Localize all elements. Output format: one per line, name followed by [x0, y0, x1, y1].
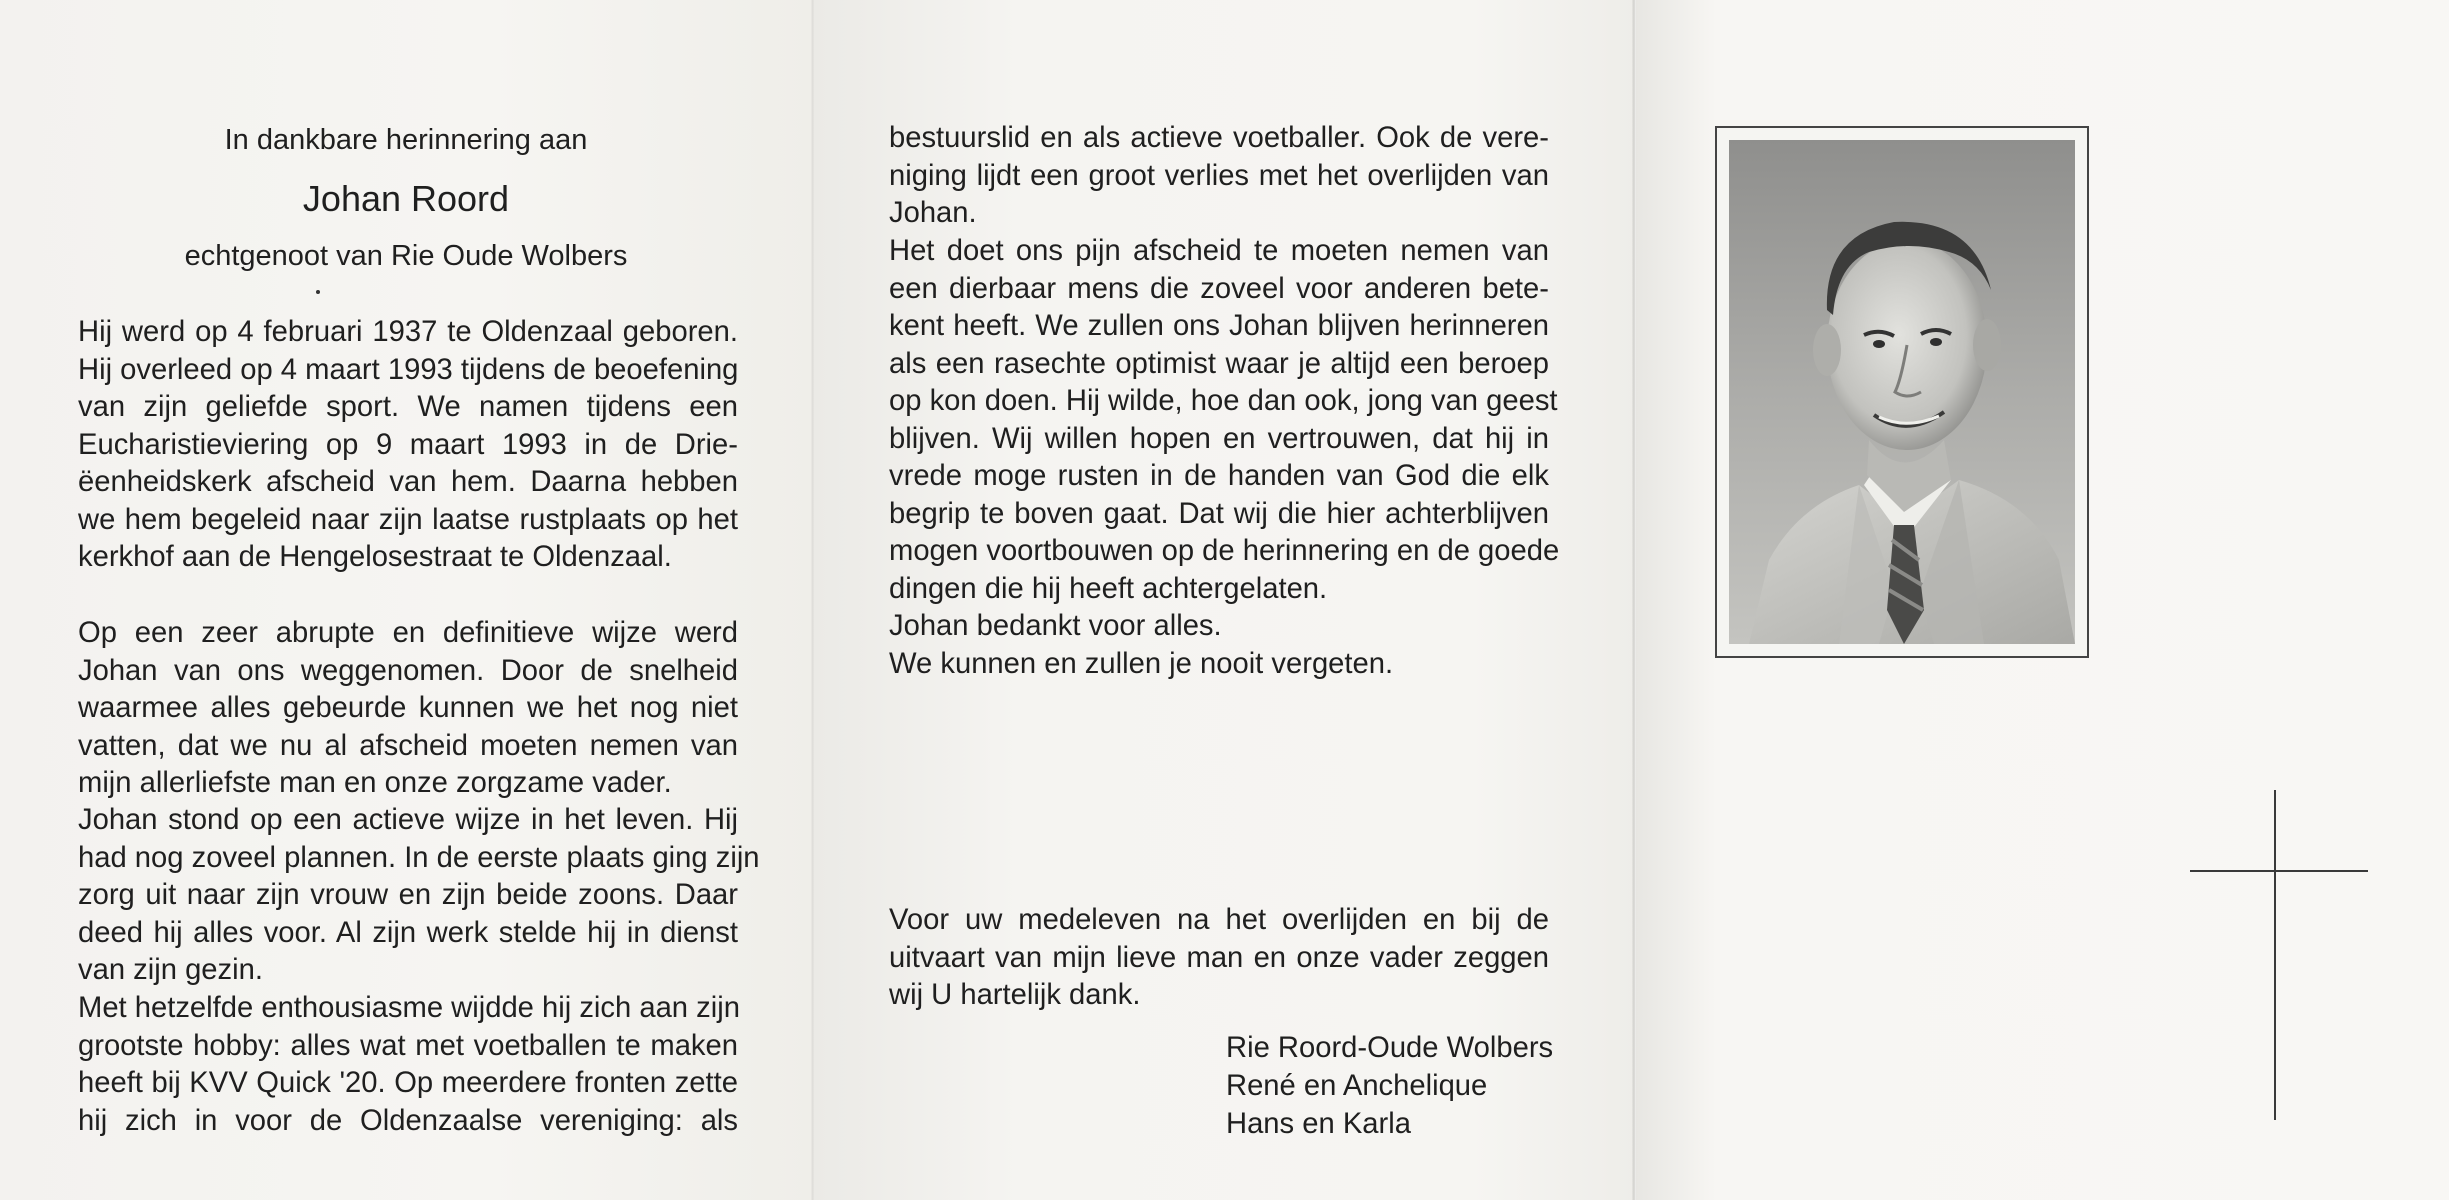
- text-line: Met hetzelfde enthousiasme wijdde hij zich aan zijn: [78, 992, 740, 1024]
- portrait-photo: [1729, 140, 2075, 644]
- text-line: bestuurslid en als actieve voetballer. Ook de vere-: [889, 122, 1549, 154]
- signature-3: Hans en Karla: [1226, 1108, 1411, 1140]
- fold-line-right: [1632, 0, 1636, 1200]
- text-line: Op een zeer abrupte en definitieve wijze werd: [78, 617, 738, 649]
- text-line: als een rasechte optimist waar je altijd een beroep: [889, 347, 1549, 380]
- text-line: had nog zoveel plannen. In de eerste plaats ging zijn: [78, 841, 760, 874]
- text-line: vatten, dat we nu al afscheid moeten nemen van: [78, 729, 738, 762]
- deceased-name: Johan Roord: [302, 178, 510, 219]
- text-line: van zijn gezin.: [78, 954, 263, 986]
- text-line: niging lijdt een groot verlies met het overlijden van: [889, 159, 1549, 192]
- signature-2: René en Anchelique: [1226, 1070, 1488, 1102]
- text-line: Johan.: [889, 197, 977, 229]
- text-line: deed hij alles voor. Al zijn werk stelde hij in dienst: [78, 916, 738, 949]
- intro-line: In dankbare herinnering aan: [224, 124, 588, 156]
- text-line: Eucharistieviering op 9 maart 1993 in de Drie-: [78, 428, 738, 461]
- signature-1: Rie Roord-Oude Wolbers: [1226, 1032, 1554, 1064]
- text-line: van zijn geliefde sport. We namen tijdens een: [78, 391, 738, 423]
- text-line: op kon doen. Hij wilde, hoe dan ook, jong van geest: [889, 385, 1558, 417]
- text-line: vrede moge rusten in de handen van God die elk: [889, 460, 1549, 492]
- portrait-frame: [1715, 126, 2089, 658]
- text-line: Hij werd op 4 februari 1937 te Oldenzaal geboren.: [78, 316, 738, 348]
- text-line: waarmee alles gebeurde kunnen we het nog niet: [78, 692, 738, 724]
- text-line: Johan van ons weggenomen. Door de snelheid: [78, 654, 738, 687]
- closing-line-1: Johan bedankt voor alles.: [889, 610, 1222, 642]
- text-line: kerkhof aan de Hengelosestraat te Oldenzaal.: [78, 541, 672, 573]
- portrait-illustration: [1729, 140, 2075, 644]
- left-paragraph-2: [78, 615, 738, 803]
- text-line: heeft bij KVV Quick '20. Op meerdere fronten zette: [78, 1067, 738, 1099]
- thanks-paragraph: [889, 902, 1549, 1015]
- text-line: grootste hobby: alles wat met voetballen te maken: [78, 1029, 738, 1062]
- left-paragraph-3: [78, 802, 760, 990]
- text-line: kent heeft. We zullen ons Johan blijven herinneren: [889, 310, 1549, 342]
- text-line: begrip te boven gaat. Dat wij die hier achterblijven: [889, 497, 1549, 530]
- cross-vertical-bar: [2274, 790, 2276, 1120]
- text-line: zorg uit naar zijn vrouw en zijn beide zoons. Daar: [78, 879, 738, 911]
- middle-paragraph-2: [889, 233, 1560, 683]
- text-line: Voor uw medeleven na het overlijden en bij de: [889, 904, 1549, 936]
- text-line: mogen voortbouwen op de herinnering en de goede: [889, 535, 1560, 567]
- text-line: we hem begeleid naar zijn laatse rustplaats op het: [78, 503, 738, 536]
- text-line: mijn allerliefste man en onze zorgzame vader.: [78, 767, 672, 799]
- text-line: Hij overleed op 4 maart 1993 tijdens de beoefening: [78, 353, 739, 386]
- text-line: Het doet ons pijn afscheid te moeten nemen van: [889, 235, 1549, 267]
- middle-paragraph-1: [889, 120, 1549, 233]
- text-line: een dierbaar mens die zoveel voor anderen bete-: [889, 272, 1549, 305]
- text-line: hij zich in voor de Oldenzaalse vereniging: als: [78, 1104, 738, 1137]
- left-paragraph-1: [78, 314, 738, 577]
- text-line: wij U hartelijk dank.: [889, 979, 1141, 1011]
- text-line: ëenheidskerk afscheid van hem. Daarna hebben: [78, 466, 738, 498]
- text-line: Johan stond op een actieve wijze in het leven. Hij: [78, 804, 738, 836]
- spouse-line: echtgenoot van Rie Oude Wolbers: [184, 240, 628, 272]
- separator-dot: [316, 290, 320, 294]
- text-line: uitvaart van mijn lieve man en onze vader zeggen: [889, 941, 1549, 974]
- left-paragraph-4: [78, 990, 738, 1140]
- text-line: blijven. Wij willen hopen en vertrouwen, dat hij in: [889, 422, 1549, 455]
- text-line: dingen die hij heeft achtergelaten.: [889, 572, 1328, 605]
- closing-line-2: We kunnen en zullen je nooit vergeten.: [889, 647, 1394, 680]
- cross-horizontal-bar: [2190, 870, 2368, 872]
